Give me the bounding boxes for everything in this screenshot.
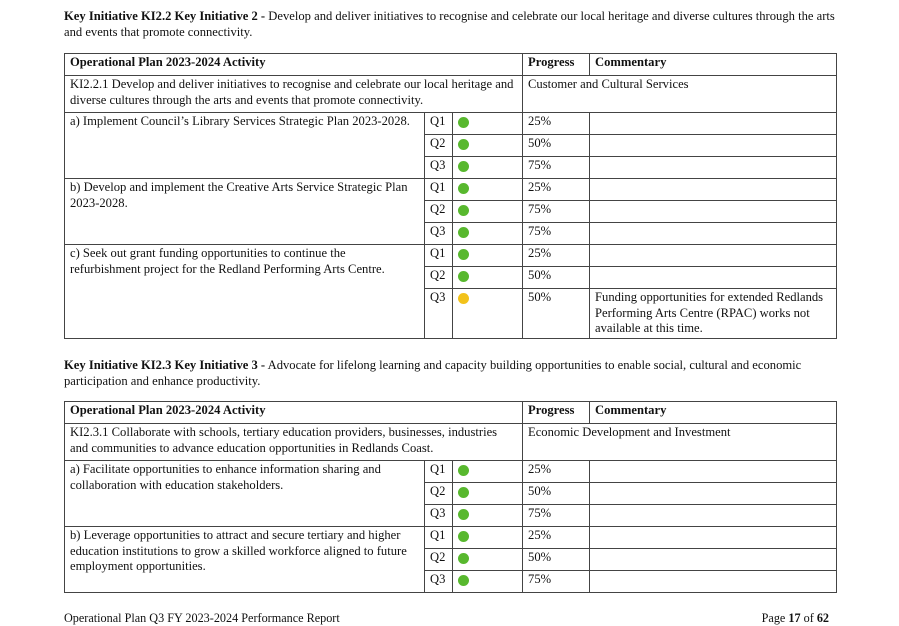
status-cell — [453, 289, 523, 339]
commentary-cell — [590, 571, 837, 593]
activity-item: b) Develop and implement the Creative Arts Service Strategic Plan 2023-2028. — [65, 179, 425, 245]
progress-value: 50% — [523, 483, 590, 505]
table-ki23 — [64, 401, 837, 593]
quarter-label: Q1 — [425, 461, 453, 483]
status-cell — [453, 571, 523, 593]
commentary-cell — [590, 267, 837, 289]
progress-value: 50% — [523, 289, 590, 339]
commentary-cell — [590, 483, 837, 505]
activity-item: a) Facilitate opportunities to enhance information sharing and collaboration with education stakeholders. — [65, 461, 425, 527]
summary-row — [65, 424, 837, 461]
summary-activity: KI2.3.1 Collaborate with schools, tertiary education providers, businesses, industries and communities to advance education opportunities in Redlands Coast. — [65, 424, 523, 461]
summary-activity: KI2.2.1 Develop and deliver initiatives to recognise and celebrate our local heritage and diverse cultures through the arts and events that promote connectivity. — [65, 76, 523, 113]
progress-value: 25% — [523, 527, 590, 549]
status-cell — [453, 483, 523, 505]
ki23-heading: Key Initiative KI2.3 Key Initiative 3 - — [64, 358, 266, 372]
quarter-label: Q3 — [425, 505, 453, 527]
commentary-cell — [590, 527, 837, 549]
quarter-row — [65, 527, 837, 549]
summary-service: Economic Development and Investment — [523, 424, 837, 461]
commentary-cell — [590, 245, 837, 267]
activity-item: c) Seek out grant funding opportunities to continue the refurbishment project for the Redland Performing Arts Centre. — [65, 245, 425, 339]
header-row — [65, 54, 837, 76]
quarter-label: Q3 — [425, 289, 453, 339]
progress-value: 75% — [523, 571, 590, 593]
quarter-label: Q1 — [425, 527, 453, 549]
status-green-dot-icon — [458, 575, 469, 586]
status-green-dot-icon — [458, 205, 469, 216]
status-cell — [453, 179, 523, 201]
header-commentary: Commentary — [590, 402, 837, 424]
commentary-cell — [590, 201, 837, 223]
progress-value: 50% — [523, 549, 590, 571]
status-green-dot-icon — [458, 509, 469, 520]
commentary-cell — [590, 223, 837, 245]
progress-value: 75% — [523, 201, 590, 223]
quarter-label: Q2 — [425, 483, 453, 505]
commentary-cell — [590, 505, 837, 527]
quarter-label: Q3 — [425, 157, 453, 179]
status-green-dot-icon — [458, 531, 469, 542]
commentary-cell — [590, 157, 837, 179]
progress-value: 75% — [523, 157, 590, 179]
quarter-label: Q2 — [425, 267, 453, 289]
progress-value: 75% — [523, 223, 590, 245]
quarter-label: Q2 — [425, 549, 453, 571]
activity-item: a) Implement Council’s Library Services Strategic Plan 2023-2028. — [65, 113, 425, 179]
status-cell — [453, 461, 523, 483]
footer-page-number: Page 17 of 62 — [761, 611, 829, 625]
commentary-cell: Funding opportunities for extended Redlands Performing Arts Centre (RPAC) works not available at this time. — [590, 289, 837, 339]
status-green-dot-icon — [458, 553, 469, 564]
status-green-dot-icon — [458, 249, 469, 260]
status-cell — [453, 549, 523, 571]
status-cell — [453, 135, 523, 157]
quarter-label: Q3 — [425, 571, 453, 593]
progress-value: 25% — [523, 461, 590, 483]
header-activity: Operational Plan 2023-2024 Activity — [65, 54, 523, 76]
ki23-text: Advocate for lifelong learning and capacity building opportunities to enable social, cultural and economic participation and enhance productivity. — [64, 358, 802, 388]
commentary-cell — [590, 461, 837, 483]
header-progress: Progress — [523, 54, 590, 76]
quarter-label: Q1 — [425, 179, 453, 201]
status-cell — [453, 113, 523, 135]
status-amber-dot-icon — [458, 293, 469, 304]
header-progress: Progress — [523, 402, 590, 424]
commentary-cell — [590, 113, 837, 135]
ki22-text: Develop and deliver initiatives to recognise and celebrate our local heritage and diverse cultures through the arts and events that promote connectivity. — [64, 9, 835, 39]
summary-service: Customer and Cultural Services — [523, 76, 837, 113]
quarter-label: Q2 — [425, 135, 453, 157]
commentary-cell — [590, 549, 837, 571]
progress-value: 75% — [523, 505, 590, 527]
status-cell — [453, 157, 523, 179]
commentary-cell — [590, 179, 837, 201]
commentary-cell — [590, 135, 837, 157]
quarter-label: Q1 — [425, 245, 453, 267]
progress-value: 25% — [523, 113, 590, 135]
status-green-dot-icon — [458, 139, 469, 150]
quarter-row — [65, 245, 837, 267]
status-cell — [453, 245, 523, 267]
status-cell — [453, 201, 523, 223]
quarter-row — [65, 113, 837, 135]
status-cell — [453, 267, 523, 289]
quarter-label: Q1 — [425, 113, 453, 135]
status-green-dot-icon — [458, 227, 469, 238]
status-green-dot-icon — [458, 465, 469, 476]
status-cell — [453, 527, 523, 549]
quarter-label: Q3 — [425, 223, 453, 245]
activity-item: b) Leverage opportunities to attract and secure tertiary and higher education institutions to grow a skilled workforce aligned to future employment opportunities. — [65, 527, 425, 593]
status-green-dot-icon — [458, 117, 469, 128]
summary-row — [65, 76, 837, 113]
footer-report-title: Operational Plan Q3 FY 2023-2024 Performance Report — [64, 611, 340, 625]
header-row — [65, 402, 837, 424]
progress-value: 25% — [523, 245, 590, 267]
ki23-paragraph — [64, 358, 840, 389]
quarter-row — [65, 179, 837, 201]
header-commentary: Commentary — [590, 54, 837, 76]
progress-value: 50% — [523, 267, 590, 289]
ki22-heading: Key Initiative KI2.2 Key Initiative 2 - — [64, 9, 266, 23]
table-ki22 — [64, 53, 837, 339]
status-cell — [453, 505, 523, 527]
progress-value: 50% — [523, 135, 590, 157]
quarter-label: Q2 — [425, 201, 453, 223]
quarter-row — [65, 461, 837, 483]
status-green-dot-icon — [458, 161, 469, 172]
status-green-dot-icon — [458, 183, 469, 194]
status-green-dot-icon — [458, 271, 469, 282]
ki22-paragraph — [64, 9, 840, 40]
status-green-dot-icon — [458, 487, 469, 498]
progress-value: 25% — [523, 179, 590, 201]
header-activity: Operational Plan 2023-2024 Activity — [65, 402, 523, 424]
status-cell — [453, 223, 523, 245]
